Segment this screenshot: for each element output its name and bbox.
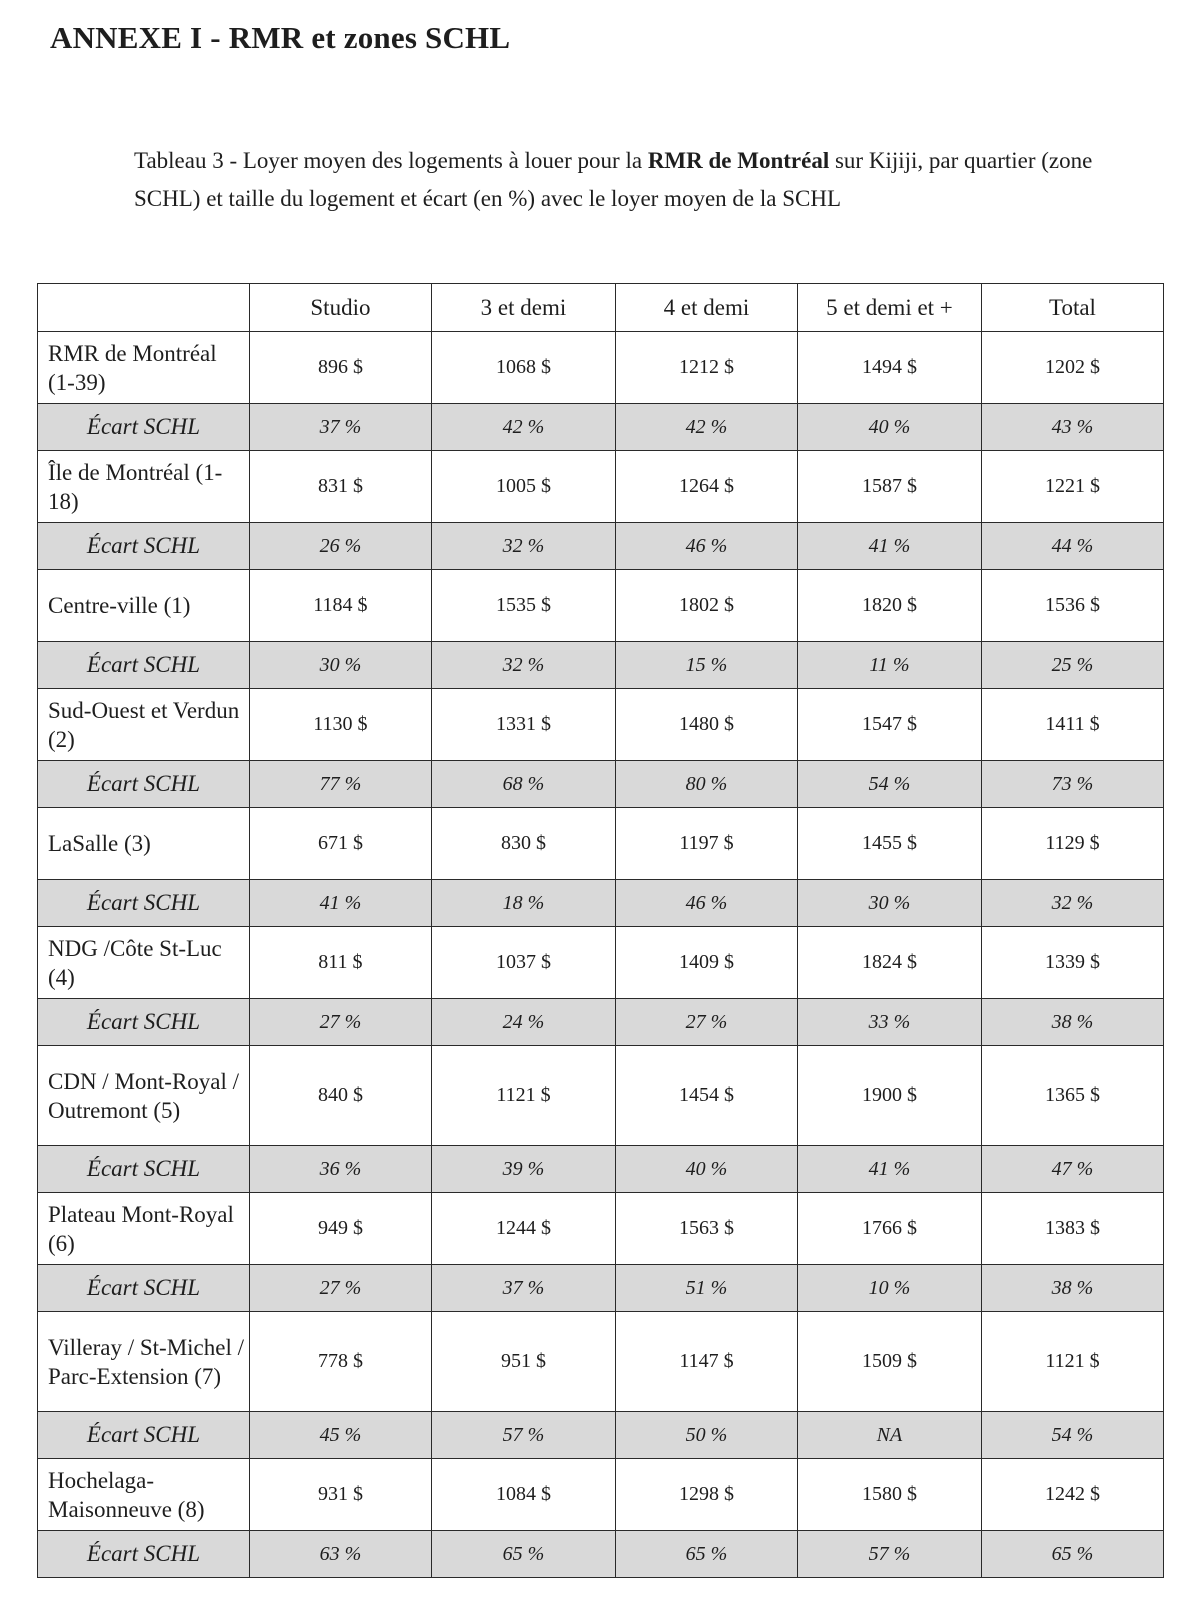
ecart-value-cell: 32 % <box>431 523 615 570</box>
ecart-value-cell: 40 % <box>615 1146 797 1193</box>
rent-value-cell: 1536 $ <box>981 570 1163 642</box>
rent-value-cell: 1084 $ <box>431 1459 615 1531</box>
rent-value-cell: 1147 $ <box>615 1312 797 1412</box>
zone-cell: RMR de Montréal (1-39) <box>38 332 250 404</box>
header-cell-studio: Studio <box>249 284 431 332</box>
rent-value-cell: 1383 $ <box>981 1193 1163 1265</box>
rent-value-cell: 1454 $ <box>615 1046 797 1146</box>
rent-value-cell: 778 $ <box>249 1312 431 1412</box>
rent-value-cell: 1184 $ <box>249 570 431 642</box>
ecart-value-cell: 24 % <box>431 999 615 1046</box>
rent-value-cell: 811 $ <box>249 927 431 999</box>
ecart-value-cell: 38 % <box>981 999 1163 1046</box>
rent-value-cell: 830 $ <box>431 808 615 880</box>
rent-value-cell: 1587 $ <box>797 451 981 523</box>
rent-value-cell: 1365 $ <box>981 1046 1163 1146</box>
header-cell-3-et-demi: 3 et demi <box>431 284 615 332</box>
rent-value-cell: 1005 $ <box>431 451 615 523</box>
ecart-value-cell: 40 % <box>797 404 981 451</box>
rent-value-cell: 1824 $ <box>797 927 981 999</box>
rent-value-cell: 1244 $ <box>431 1193 615 1265</box>
ecart-value-cell: 32 % <box>431 642 615 689</box>
ecart-row <box>38 1265 1164 1312</box>
ecart-row <box>38 404 1164 451</box>
caption-bold-region: RMR de Montréal <box>647 148 830 173</box>
ecart-value-cell: 15 % <box>615 642 797 689</box>
rent-value-cell: 1455 $ <box>797 808 981 880</box>
rent-value-cell: 1563 $ <box>615 1193 797 1265</box>
ecart-row <box>38 1531 1164 1578</box>
table-row <box>38 570 1164 642</box>
ecart-value-cell: 46 % <box>615 523 797 570</box>
ecart-row <box>38 1146 1164 1193</box>
ecart-value-cell: 33 % <box>797 999 981 1046</box>
rent-value-cell: 1298 $ <box>615 1459 797 1531</box>
table-row <box>38 451 1164 523</box>
rent-value-cell: 1820 $ <box>797 570 981 642</box>
zone-cell: Plateau Mont-Royal (6) <box>38 1193 250 1265</box>
zone-cell: Sud-Ouest et Verdun (2) <box>38 689 250 761</box>
page-heading: ANNEXE I - RMR et zones SCHL <box>50 20 511 55</box>
rent-value-cell: 671 $ <box>249 808 431 880</box>
ecart-value-cell: 32 % <box>981 880 1163 927</box>
rent-value-cell: 951 $ <box>431 1312 615 1412</box>
ecart-value-cell: 65 % <box>431 1531 615 1578</box>
ecart-value-cell: 41 % <box>797 1146 981 1193</box>
ecart-value-cell: 65 % <box>981 1531 1163 1578</box>
ecart-value-cell: 45 % <box>249 1412 431 1459</box>
rent-value-cell: 1509 $ <box>797 1312 981 1412</box>
ecart-value-cell: 63 % <box>249 1531 431 1578</box>
ecart-value-cell: 54 % <box>981 1412 1163 1459</box>
rent-value-cell: 1547 $ <box>797 689 981 761</box>
table-row <box>38 1046 1164 1146</box>
rent-value-cell: 1130 $ <box>249 689 431 761</box>
ecart-value-cell: 51 % <box>615 1265 797 1312</box>
rent-value-cell: 1121 $ <box>981 1312 1163 1412</box>
ecart-value-cell: 50 % <box>615 1412 797 1459</box>
zone-cell: Centre-ville (1) <box>38 570 250 642</box>
ecart-label-cell: Écart SCHL <box>38 642 250 689</box>
table-row <box>38 1459 1164 1531</box>
header-cell-zone <box>38 284 250 332</box>
zone-cell: NDG /Côte St-Luc (4) <box>38 927 250 999</box>
ecart-value-cell: 39 % <box>431 1146 615 1193</box>
rent-value-cell: 1494 $ <box>797 332 981 404</box>
rent-value-cell: 1068 $ <box>431 332 615 404</box>
ecart-value-cell: 42 % <box>615 404 797 451</box>
ecart-row <box>38 761 1164 808</box>
header-cell-total: Total <box>981 284 1163 332</box>
rent-value-cell: 1212 $ <box>615 332 797 404</box>
ecart-value-cell: 80 % <box>615 761 797 808</box>
rent-table <box>37 283 1164 1578</box>
ecart-value-cell: 26 % <box>249 523 431 570</box>
ecart-row <box>38 642 1164 689</box>
ecart-value-cell: 30 % <box>797 880 981 927</box>
ecart-label-cell: Écart SCHL <box>38 1265 250 1312</box>
ecart-value-cell: 25 % <box>981 642 1163 689</box>
ecart-label-cell: Écart SCHL <box>38 999 250 1046</box>
table-body <box>38 332 1164 1578</box>
rent-value-cell: 1129 $ <box>981 808 1163 880</box>
rent-value-cell: 831 $ <box>249 451 431 523</box>
rent-value-cell: 1331 $ <box>431 689 615 761</box>
ecart-value-cell: 43 % <box>981 404 1163 451</box>
ecart-value-cell: 47 % <box>981 1146 1163 1193</box>
table-row <box>38 689 1164 761</box>
ecart-value-cell: 54 % <box>797 761 981 808</box>
rent-value-cell: 1580 $ <box>797 1459 981 1531</box>
ecart-value-cell: 18 % <box>431 880 615 927</box>
ecart-value-cell: 27 % <box>249 999 431 1046</box>
table-row <box>38 332 1164 404</box>
header-cell-5-et-demi: 5 et demi et + <box>797 284 981 332</box>
rent-value-cell: 931 $ <box>249 1459 431 1531</box>
table-caption <box>134 142 1164 218</box>
ecart-value-cell: 57 % <box>431 1412 615 1459</box>
ecart-label-cell: Écart SCHL <box>38 1146 250 1193</box>
ecart-value-cell: 36 % <box>249 1146 431 1193</box>
ecart-label-cell: Écart SCHL <box>38 1531 250 1578</box>
rent-value-cell: 1221 $ <box>981 451 1163 523</box>
ecart-value-cell: 37 % <box>249 404 431 451</box>
header-cell-4-et-demi: 4 et demi <box>615 284 797 332</box>
rent-value-cell: 1802 $ <box>615 570 797 642</box>
table-header-row <box>38 284 1164 332</box>
rent-value-cell: 1197 $ <box>615 808 797 880</box>
ecart-value-cell: 27 % <box>249 1265 431 1312</box>
ecart-label-cell: Écart SCHL <box>38 1412 250 1459</box>
ecart-value-cell: 57 % <box>797 1531 981 1578</box>
rent-value-cell: 1480 $ <box>615 689 797 761</box>
ecart-value-cell: 41 % <box>797 523 981 570</box>
zone-cell: CDN / Mont-Royal / Outremont (5) <box>38 1046 250 1146</box>
table-row <box>38 1312 1164 1412</box>
ecart-label-cell: Écart SCHL <box>38 880 250 927</box>
rent-value-cell: 1264 $ <box>615 451 797 523</box>
ecart-row <box>38 523 1164 570</box>
ecart-value-cell: 68 % <box>431 761 615 808</box>
rent-value-cell: 896 $ <box>249 332 431 404</box>
ecart-value-cell: 30 % <box>249 642 431 689</box>
ecart-value-cell: 46 % <box>615 880 797 927</box>
zone-cell: LaSalle (3) <box>38 808 250 880</box>
rent-value-cell: 1202 $ <box>981 332 1163 404</box>
table-row <box>38 1193 1164 1265</box>
ecart-value-cell: 37 % <box>431 1265 615 1312</box>
rent-value-cell: 1900 $ <box>797 1046 981 1146</box>
zone-cell: Île de Montréal (1-18) <box>38 451 250 523</box>
ecart-label-cell: Écart SCHL <box>38 761 250 808</box>
ecart-value-cell: NA <box>797 1412 981 1459</box>
ecart-row <box>38 880 1164 927</box>
ecart-label-cell: Écart SCHL <box>38 404 250 451</box>
table-row <box>38 927 1164 999</box>
ecart-value-cell: 77 % <box>249 761 431 808</box>
rent-value-cell: 1535 $ <box>431 570 615 642</box>
rent-value-cell: 1339 $ <box>981 927 1163 999</box>
ecart-value-cell: 27 % <box>615 999 797 1046</box>
rent-value-cell: 1409 $ <box>615 927 797 999</box>
rent-value-cell: 1242 $ <box>981 1459 1163 1531</box>
rent-value-cell: 840 $ <box>249 1046 431 1146</box>
rent-value-cell: 949 $ <box>249 1193 431 1265</box>
ecart-value-cell: 42 % <box>431 404 615 451</box>
rent-value-cell: 1766 $ <box>797 1193 981 1265</box>
ecart-row <box>38 999 1164 1046</box>
rent-value-cell: 1037 $ <box>431 927 615 999</box>
ecart-value-cell: 11 % <box>797 642 981 689</box>
zone-cell: Hochelaga-Maisonneuve (8) <box>38 1459 250 1531</box>
caption-text-end: sur Kijiji, par quartier (zone SCHL) et taille du logement et écart (en %) avec le loyer moyen de la SCHL <box>134 148 1093 211</box>
ecart-value-cell: 65 % <box>615 1531 797 1578</box>
ecart-label-cell: Écart SCHL <box>38 523 250 570</box>
ecart-value-cell: 41 % <box>249 880 431 927</box>
ecart-row <box>38 1412 1164 1459</box>
ecart-value-cell: 38 % <box>981 1265 1163 1312</box>
ecart-value-cell: 44 % <box>981 523 1163 570</box>
caption-text-start: Tableau 3 - Loyer moyen des logements à louer pour la <box>134 148 648 173</box>
ecart-value-cell: 10 % <box>797 1265 981 1312</box>
zone-cell: Villeray / St-Michel / Parc-Extension (7) <box>38 1312 250 1412</box>
table-row <box>38 808 1164 880</box>
ecart-value-cell: 73 % <box>981 761 1163 808</box>
rent-value-cell: 1121 $ <box>431 1046 615 1146</box>
rent-value-cell: 1411 $ <box>981 689 1163 761</box>
